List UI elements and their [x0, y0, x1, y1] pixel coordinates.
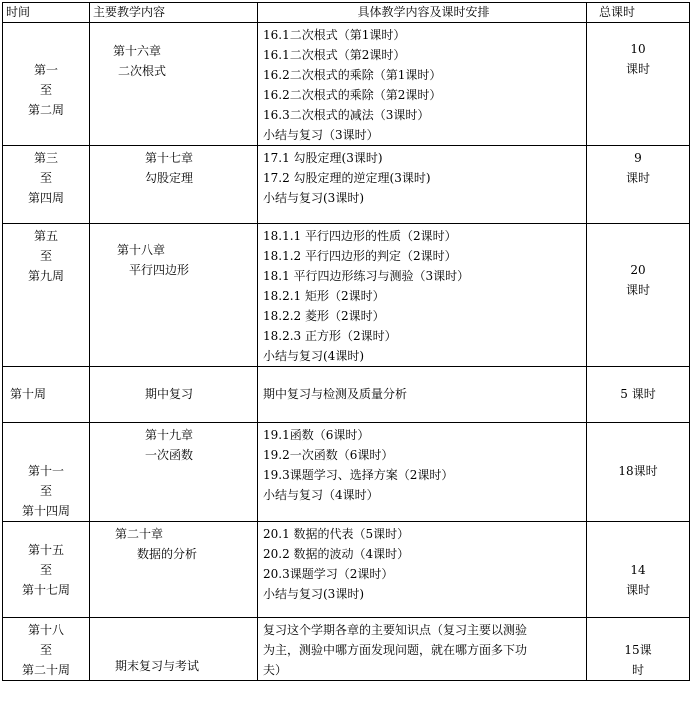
total-hours-cell — [587, 522, 690, 618]
detail-item: 小结与复习（3课时） — [263, 128, 379, 142]
total-hours-label: 课时 — [625, 171, 650, 185]
total-hours-label: 20 — [630, 263, 646, 277]
chapter-cell — [90, 367, 258, 423]
detail-item: 17.2 勾股定理的逆定理(3课时) — [263, 171, 431, 185]
detail-item: 19.3课题学习、选择方案（2课时） — [263, 468, 454, 482]
total-hours-cell — [587, 23, 690, 146]
detail-item: 为主，测验中哪方面发现问题，就在哪方面多下功 — [263, 643, 528, 657]
detail-item: 18.2.1 矩形（2课时） — [263, 289, 385, 303]
detail-item: 18.1 平行四边形练习与测验（3课时） — [263, 269, 470, 283]
detail-item: 18.1.1 平行四边形的性质（2课时） — [263, 229, 457, 243]
week-cell — [3, 423, 90, 522]
week-label: 第十一 — [27, 464, 64, 478]
detail-item: 16.1二次根式（第1课时） — [263, 28, 406, 42]
week-label: 至 — [39, 643, 52, 657]
week-label: 第一 — [33, 63, 58, 77]
detail-item: 19.1函数（6课时） — [263, 428, 370, 442]
chapter-label: 期末复习与考试 — [115, 659, 200, 673]
week-label: 第二十周 — [21, 663, 70, 677]
detail-item: 18.2.3 正方形（2课时） — [263, 329, 397, 343]
chapter-label: 第十七章 — [145, 151, 194, 165]
week-label: 至 — [39, 249, 52, 263]
header-total-hours: 总课时 — [587, 3, 690, 23]
detail-cell — [258, 367, 587, 423]
detail-item: 复习这个学期各章的主要知识点（复习主要以测验 — [263, 623, 528, 637]
total-hours-label: 课时 — [625, 583, 650, 597]
table-row — [3, 146, 690, 224]
header-detail: 具体教学内容及课时安排 — [258, 3, 587, 23]
chapter-cell — [90, 23, 258, 146]
week-label: 第十五 — [27, 543, 64, 557]
detail-cell — [258, 146, 587, 224]
chapter-cell — [90, 224, 258, 367]
week-cell — [3, 146, 90, 224]
detail-item: 小结与复习(3课时) — [263, 587, 364, 601]
total-hours-label: 15课 — [624, 643, 652, 657]
detail-cell — [258, 618, 587, 681]
table-row — [3, 367, 690, 423]
detail-item: 期中复习与检测及质量分析 — [263, 387, 408, 401]
table-row — [3, 23, 690, 146]
detail-cell — [258, 23, 587, 146]
chapter-label: 第十九章 — [145, 428, 194, 442]
week-label: 第十七周 — [21, 583, 70, 597]
total-hours-label: 课时 — [625, 62, 650, 76]
week-label: 至 — [39, 484, 52, 498]
total-hours-label: 14 — [630, 563, 646, 577]
chapter-cell — [90, 618, 258, 681]
header-row — [3, 3, 690, 23]
chapter-cell — [90, 522, 258, 618]
detail-cell — [258, 423, 587, 522]
total-hours-cell — [587, 367, 690, 423]
chapter-label: 勾股定理 — [145, 171, 194, 185]
detail-item: 小结与复习（4课时） — [263, 488, 379, 502]
detail-item: 20.3课题学习（2课时） — [263, 567, 394, 581]
week-label: 至 — [39, 83, 52, 97]
schedule-table — [2, 2, 690, 681]
table-row — [3, 618, 690, 681]
detail-item: 夫） — [263, 663, 288, 677]
total-hours-label: 9 — [634, 151, 642, 165]
week-cell — [3, 618, 90, 681]
week-cell — [3, 224, 90, 367]
total-hours-label: 时 — [631, 663, 644, 677]
detail-item: 20.2 数据的波动（4课时） — [263, 547, 410, 561]
total-hours-label: 5 课时 — [620, 387, 656, 401]
detail-item: 18.1.2 平行四边形的判定（2课时） — [263, 249, 457, 263]
total-hours-cell — [587, 618, 690, 681]
detail-item: 16.2二次根式的乘除（第2课时） — [263, 88, 442, 102]
week-label: 至 — [39, 171, 52, 185]
chapter-label: 二次根式 — [118, 64, 167, 78]
week-label: 第十八 — [27, 623, 64, 637]
chapter-label: 期中复习 — [145, 387, 194, 401]
detail-cell — [258, 522, 587, 618]
total-hours-label: 18课时 — [618, 464, 658, 478]
header-main-content: 主要教学内容 — [90, 3, 258, 23]
week-cell — [3, 23, 90, 146]
total-hours-cell — [587, 224, 690, 367]
week-label: 至 — [39, 563, 52, 577]
chapter-label: 第二十章 — [115, 527, 164, 541]
chapter-cell — [90, 423, 258, 522]
total-hours-cell — [587, 423, 690, 522]
week-cell — [3, 522, 90, 618]
detail-item: 18.2.2 菱形（2课时） — [263, 309, 385, 323]
chapter-label: 一次函数 — [145, 448, 194, 462]
week-label: 第十四周 — [21, 504, 70, 518]
detail-item: 20.1 数据的代表（5课时） — [263, 527, 410, 541]
week-label: 第二周 — [27, 103, 64, 117]
detail-item: 小结与复习(4课时) — [263, 349, 364, 363]
detail-item: 17.1 勾股定理(3课时) — [263, 151, 383, 165]
table-row — [3, 522, 690, 618]
total-hours-label: 课时 — [625, 283, 650, 297]
week-label: 第五 — [33, 229, 58, 243]
week-label: 第三 — [33, 151, 58, 165]
total-hours-cell — [587, 146, 690, 224]
chapter-label: 第十六章 — [113, 44, 162, 58]
table-row — [3, 224, 690, 367]
chapter-label: 平行四边形 — [129, 263, 190, 277]
chapter-cell — [90, 146, 258, 224]
detail-cell — [258, 224, 587, 367]
detail-item: 16.1二次根式（第2课时） — [263, 48, 406, 62]
chapter-label: 第十八章 — [117, 243, 166, 257]
week-label: 第十周 — [10, 387, 47, 401]
chapter-label: 数据的分析 — [137, 547, 198, 561]
week-label: 第九周 — [27, 269, 64, 283]
detail-item: 16.3二次根式的减法（3课时） — [263, 108, 430, 122]
week-label: 第四周 — [27, 191, 64, 205]
header-time: 时间 — [3, 3, 90, 23]
detail-item: 小结与复习(3课时) — [263, 191, 364, 205]
detail-item: 19.2一次函数（6课时） — [263, 448, 394, 462]
detail-item: 16.2二次根式的乘除（第1课时） — [263, 68, 442, 82]
total-hours-label: 10 — [630, 42, 646, 56]
week-cell — [3, 367, 90, 423]
table-row — [3, 423, 690, 522]
